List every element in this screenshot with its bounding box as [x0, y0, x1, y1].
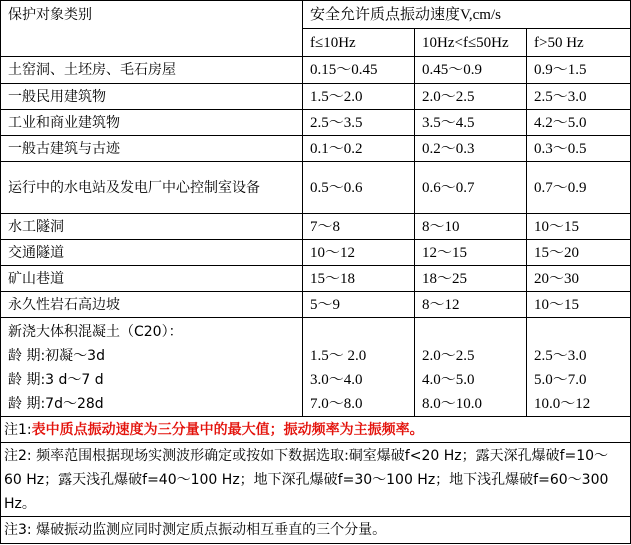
concrete-values-mid	[415, 318, 527, 417]
row-value-low: 2.5～3.5	[303, 110, 415, 136]
table-row	[1, 84, 631, 110]
row-value-mid: 0.45～0.9	[415, 57, 527, 84]
row-value-high: 0.3～0.5	[527, 136, 631, 162]
row-category: 交通隧道	[1, 240, 303, 266]
row-value-mid: 12～15	[415, 240, 527, 266]
table-row	[1, 136, 631, 162]
row-value-high: 2.5～3.0	[527, 84, 631, 110]
concrete-value: 5.0～7.0	[534, 372, 587, 388]
row-value-mid: 8～12	[415, 292, 527, 318]
row-value-high: 0.7～0.9	[527, 162, 631, 214]
row-category: 永久性岩石高边坡	[1, 292, 303, 318]
concrete-age-label: 龄 期:初凝～3d	[8, 348, 105, 364]
table-row	[1, 162, 631, 214]
row-value-low: 1.5～2.0	[303, 84, 415, 110]
table-row	[1, 214, 631, 240]
concrete-value: 4.0～5.0	[422, 372, 475, 388]
table-row	[1, 292, 631, 318]
concrete-age-label: 龄 期:3 d～7 d	[8, 372, 104, 388]
concrete-title: 新浇大体积混凝土（C20）：	[8, 324, 183, 340]
note-3: 注3: 爆破振动监测应同时测定质点振动相互垂直的三个分量。	[1, 517, 631, 544]
row-value-high: 0.9～1.5	[527, 57, 631, 84]
concrete-value: 10.0～12	[534, 396, 591, 412]
row-value-high: 4.2～5.0	[527, 110, 631, 136]
concrete-value: 3.0～4.0	[310, 372, 363, 388]
row-value-mid: 0.6～0.7	[415, 162, 527, 214]
row-value-mid: 3.5～4.5	[415, 110, 527, 136]
row-value-low: 15～18	[303, 266, 415, 292]
row-category: 一般民用建筑物	[1, 84, 303, 110]
table-row	[1, 110, 631, 136]
row-value-low: 0.15～0.45	[303, 57, 415, 84]
row-category: 水工隧洞	[1, 214, 303, 240]
row-value-mid: 8～10	[415, 214, 527, 240]
row-category: 土窑洞、土坯房、毛石房屋	[1, 57, 303, 84]
concrete-value: 8.0～10.0	[422, 396, 483, 412]
row-value-high: 10～15	[527, 292, 631, 318]
header-velocity: 安全允许质点振动速度V,cm/s	[303, 1, 631, 29]
header-freq-high: f>50 Hz	[527, 29, 631, 57]
concrete-value: 1.5～ 2.0	[310, 348, 367, 364]
concrete-row	[1, 318, 631, 417]
concrete-value: 2.0～2.5	[422, 348, 475, 364]
note-2: 注2: 频率范围根据现场实测波形确定或按如下数据选取:硐室爆破f<20 Hz；露天深孔爆破f=10～60 Hz；露天浅孔爆破f=40～100 Hz；地下深孔爆破f=30～100 Hz；地下浅孔爆破f=60～300 Hz。	[1, 443, 631, 517]
concrete-values-high	[527, 318, 631, 417]
concrete-value: 2.5～3.0	[534, 348, 587, 364]
row-category: 一般古建筑与古迹	[1, 136, 303, 162]
row-value-high: 10～15	[527, 214, 631, 240]
header-freq-low: f≤10Hz	[303, 29, 415, 57]
note-1-highlight: 表中质点振动速度为三分量中的最大值；振动频率为主振频率。	[31, 421, 424, 438]
row-value-low: 0.5～0.6	[303, 162, 415, 214]
concrete-value: 7.0～8.0	[310, 396, 363, 412]
row-value-low: 10～12	[303, 240, 415, 266]
table-row	[1, 266, 631, 292]
header-freq-mid: 10Hz<f≤50Hz	[415, 29, 527, 57]
table-row	[1, 57, 631, 84]
concrete-values-low	[303, 318, 415, 417]
note-1-prefix: 注1:	[4, 421, 32, 438]
row-value-low: 7～8	[303, 214, 415, 240]
row-category: 工业和商业建筑物	[1, 110, 303, 136]
note-1	[1, 417, 631, 443]
row-value-low: 0.1～0.2	[303, 136, 415, 162]
row-value-high: 15～20	[527, 240, 631, 266]
row-category: 矿山巷道	[1, 266, 303, 292]
row-category: 运行中的水电站及发电厂中心控制室设备	[1, 162, 303, 214]
row-value-mid: 18～25	[415, 266, 527, 292]
header-category: 保护对象类别	[1, 1, 303, 57]
row-value-low: 5～9	[303, 292, 415, 318]
concrete-age-label: 龄 期:7d～28d	[8, 396, 104, 412]
table-row	[1, 240, 631, 266]
row-value-high: 20～30	[527, 266, 631, 292]
row-value-mid: 2.0～2.5	[415, 84, 527, 110]
concrete-category	[1, 318, 303, 417]
row-value-mid: 0.2～0.3	[415, 136, 527, 162]
